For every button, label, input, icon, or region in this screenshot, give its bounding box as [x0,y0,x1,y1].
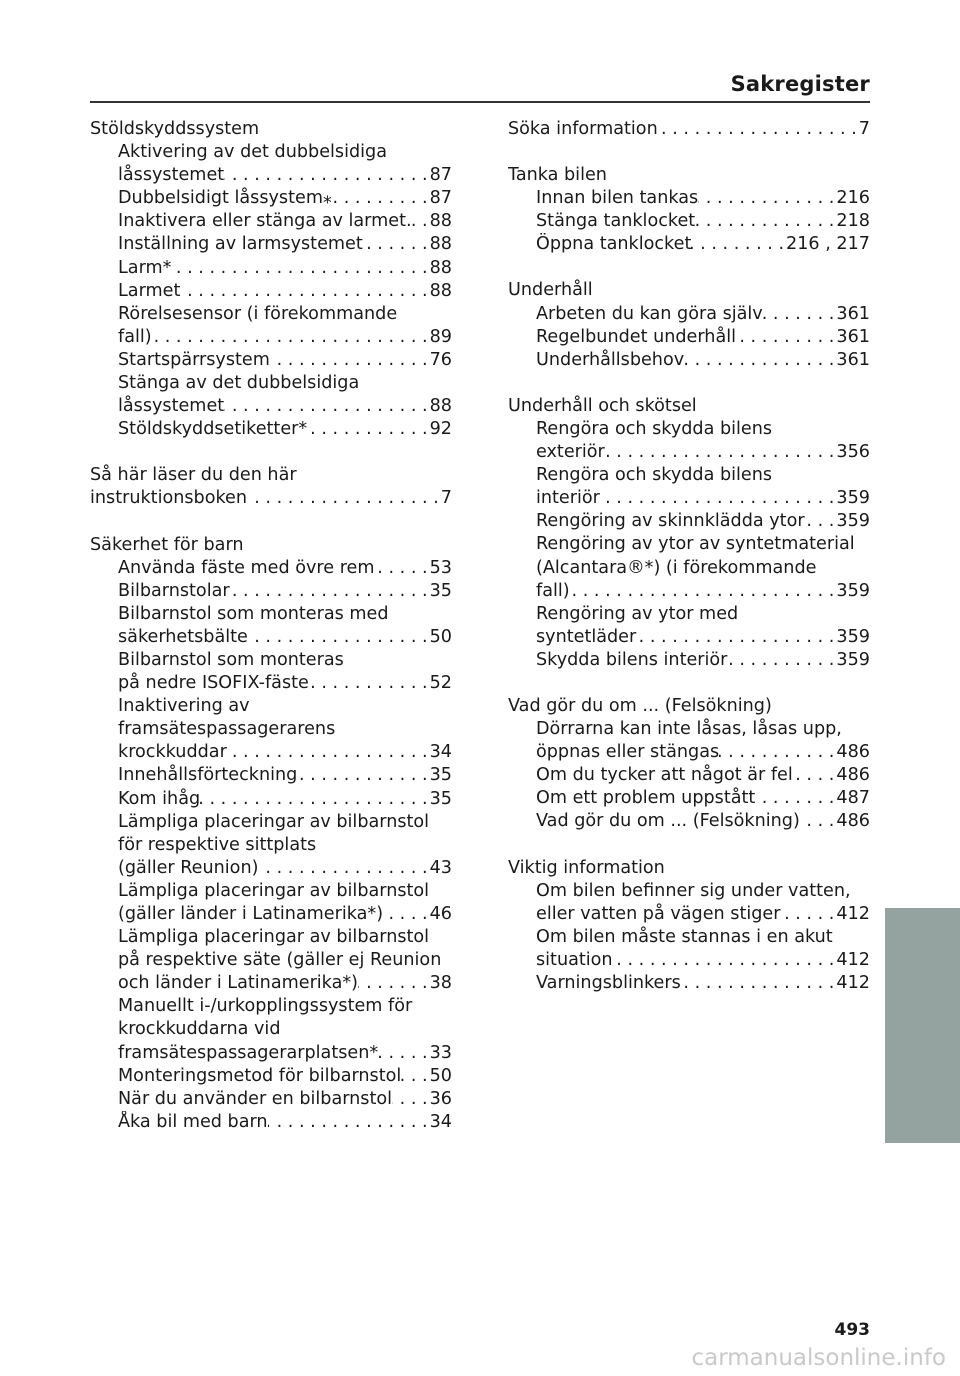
entry-text: instruktionsboken [90,488,248,509]
index-subentry: Lämpliga placeringar av bilbarnstol [118,880,430,901]
header-divider [90,101,870,103]
index-subentry [90,626,452,649]
page-reference: 34 [429,1111,452,1132]
entry-text: öppnas eller stängas [536,742,720,763]
index-subentry: Rengöring av ytor av syntetmaterial [536,534,855,555]
index-entry [508,395,870,672]
page-reference: 92 [429,419,452,440]
entry-text: framsätespassagerarplatsen* [118,1042,379,1063]
index-subentry [90,1088,452,1111]
index-subentry [90,857,452,880]
dot-leader [180,280,427,303]
index-subentry [508,764,870,787]
entry-text: Bilbarnstolar [118,580,230,601]
dot-leader [755,787,834,810]
dot-leader [270,349,428,372]
page-reference: 361 [836,303,870,324]
index-subentry [508,741,870,764]
index-subentry: Rengöring av ytor med [536,603,739,624]
page-reference: 216 [836,188,870,209]
entry-text: Kom ihåg [118,788,201,809]
index-subentry [508,949,870,972]
index-entry-heading: Underhåll och skötsel [508,395,697,416]
index-subentry [508,810,870,833]
index-subentry [90,1111,452,1134]
entry-text: Arbeten du kan göra själv [536,303,763,324]
page-reference: 50 [429,626,452,647]
index-subentry [90,1065,452,1088]
dot-leader [658,118,857,141]
dot-leader [248,626,428,649]
entry-text: syntetläder [536,626,637,647]
dot-leader [401,1065,427,1088]
index-subentry: Om bilen måste stannas i en akut [536,926,833,947]
entry-text: på nedre ISOFIX-fäste [118,673,309,694]
entry-text: Monteringsmetod för bilbarnstol [118,1065,402,1086]
index-subentry [90,580,452,603]
index-subentry [90,187,452,210]
index-subentry [90,557,452,580]
entry-text: låssystemet [118,165,225,186]
dot-leader [152,326,428,349]
dot-leader [695,210,834,233]
dot-leader [230,580,428,603]
index-subentry [508,649,870,672]
index-entry [508,857,870,996]
dot-leader [570,580,835,603]
dot-leader [224,395,427,418]
watermark-text: carmanualsonline.info [691,1345,946,1371]
index-subentry [508,510,870,533]
page-reference: 35 [429,765,452,786]
page-reference: 359 [836,580,870,601]
index-subentry [90,395,452,418]
index-subentry [508,187,870,210]
entry-text: Regelbundet underhåll [536,326,737,347]
dot-leader [780,903,834,926]
entry-text: Åka bil med barn [118,1111,268,1132]
dot-leader [636,626,834,649]
index-entry-heading [508,118,870,141]
page-number: 493 [834,1320,870,1340]
index-subentry [508,580,870,603]
dot-leader [363,233,428,256]
index-subentry [90,326,452,349]
dot-leader [698,187,834,210]
index-subentry [508,487,870,510]
dot-leader [691,233,784,256]
index-entry-heading: Viktig information [508,857,665,878]
entry-text: Innehållsförteckning [118,765,298,786]
dot-leader [763,303,835,326]
index-subentry [90,741,452,764]
page-reference: 486 [836,811,870,832]
page-reference: 361 [836,326,870,347]
page-reference: 359 [836,511,870,532]
index-subentry: Bilbarnstol som monteras [118,649,344,670]
page-header-title: Sakregister [730,72,870,96]
entry-text: interiör [536,488,600,509]
page-reference: 486 [836,742,870,763]
page-reference: 50 [429,1065,452,1086]
entry-text: Om du tycker att något är fel [536,765,793,786]
entry-text: Öppna tanklocket [536,234,692,255]
entry-text: Använda fäste med övre rem [118,557,375,578]
page-reference: 87 [429,188,452,209]
page-reference: 359 [836,626,870,647]
dot-leader [358,972,428,995]
page-reference: 412 [836,903,870,924]
entry-text: och länder i Latinamerika*) [118,973,359,994]
page-reference: 361 [836,349,870,370]
index-subentry [508,233,870,256]
index-subentry [508,903,870,926]
page-reference: 88 [429,257,452,278]
index-subentry [90,672,452,695]
index-subentry: på respektive säte (gäller ej Reunion [118,950,442,971]
page-reference: 88 [429,211,452,232]
index-subentry: Dörrarna kan inte låsas, låsas upp, [536,719,842,740]
entry-text: (gäller länder i Latinamerika*) [118,904,384,924]
index-subentry: (Alcantara®*) (i förekommande [536,557,817,578]
index-subentry [508,626,870,649]
index-subentry [90,164,452,187]
dot-leader [613,949,835,972]
index-entry-heading: Tanka bilen [508,165,607,186]
index-subentry: Aktivering av det dubbelsidiga [118,142,387,163]
index-subentry: Om bilen befinner sig under vatten, [536,880,851,901]
entry-text: (gäller Reunion) [118,857,259,878]
dot-leader [605,441,835,464]
entry-text: Söka information [508,119,658,139]
entry-text: Innan bilen tankas [536,188,699,209]
dot-leader [681,972,835,995]
page-reference: 34 [429,742,452,763]
index-entry-heading [90,487,452,510]
index-subentry [508,441,870,464]
page-reference: 36 [429,1088,452,1109]
dot-leader [600,487,835,510]
dot-leader [727,649,834,672]
index-subentry [90,972,452,995]
dot-leader [736,326,834,349]
page-reference: 7 [440,488,452,509]
index-subentry [508,326,870,349]
page-reference: 216 , 217 [786,234,870,255]
index-subentry [90,280,452,303]
dot-leader [258,857,427,880]
page-reference: 76 [429,349,452,370]
page-reference: 43 [429,857,452,878]
dot-leader [719,741,834,764]
index-subentry: för respektive sittplats [118,834,317,855]
index-subentry [90,349,452,372]
index-subentry [508,972,870,995]
page-reference: 412 [836,973,870,993]
entry-text: Dubbelsidigt låssystem⁎ [118,188,332,209]
page-reference: 87 [429,165,452,186]
page-reference: 412 [836,949,870,970]
index-subentry: Rengöra och skydda bilens [536,418,773,439]
index-subentry: framsätespassagerarens [118,719,336,740]
dot-leader [412,210,428,233]
dot-leader [332,187,428,210]
entry-text: Vad gör du om ... (Felsökning) [536,811,800,832]
page-reference: 53 [429,557,452,578]
dot-leader [383,903,428,926]
dot-leader [247,487,439,510]
index-column-right [508,118,870,1018]
dot-leader [375,557,428,580]
index-subentry: Manuellt i-/urkopplingssystem för [118,996,413,1017]
index-subentry [508,787,870,810]
index-subentry [508,349,870,372]
index-entry [508,279,870,371]
entry-text: Skydda bilens interiör [536,649,728,670]
index-entry [90,118,452,441]
index-subentry: Bilbarnstol som monteras med [118,603,389,624]
entry-text: säkerhetsbälte [118,626,248,647]
index-entry [508,695,870,834]
dot-leader [805,510,835,533]
page-reference: 88 [429,280,452,301]
index-entry-heading: Underhåll [508,280,593,301]
entry-text: Inställning av larmsystemet [118,234,363,255]
page-reference: 52 [429,673,452,694]
entry-text: fall) [536,580,570,601]
index-entry-heading: Säkerhet för barn [90,534,244,555]
index-entry [90,464,452,510]
dot-leader [378,1042,427,1065]
page-reference: 218 [836,211,870,232]
entry-text: fall) [118,326,152,347]
page-reference: 487 [836,788,870,809]
index-entry-heading: Stöldskyddssystem [90,119,260,139]
dot-leader [307,418,427,441]
page-reference: 38 [429,973,452,994]
index-subentry [90,1042,452,1065]
entry-text: Varningsblinkers [536,973,681,993]
index-subentry [90,257,452,280]
index-entry [90,534,452,1134]
index-subentry [90,418,452,441]
entry-text: Om ett problem uppstått [536,788,756,809]
index-subentry: Inaktivering av [118,696,250,717]
index-subentry [90,210,452,233]
entry-text: exteriör [536,442,605,463]
entry-text: Larm* [118,257,172,278]
dot-leader [297,764,427,787]
entry-text: eller vatten på vägen stiger [536,903,781,924]
index-subentry [90,788,452,811]
entry-text: Inaktivera eller stänga av larmet. [118,211,412,232]
index-subentry [90,233,452,256]
entry-text: låssystemet [118,396,225,417]
index-subentry: Rengöra och skydda bilens [536,465,773,486]
page-reference: 35 [429,788,452,809]
index-subentry: Stänga av det dubbelsidiga [118,373,360,394]
section-side-tab [885,908,960,1143]
index-entry-heading: Vad gör du om ... (Felsökning) [508,695,772,716]
dot-leader [227,741,428,764]
index-entry [508,118,870,141]
index-column-left [90,118,452,1157]
entry-text: situation [536,949,613,970]
index-subentry [90,764,452,787]
dot-leader [224,164,427,187]
entry-text: Stänga tanklocket [536,211,696,232]
index-entry [508,164,870,256]
page-reference: 35 [429,580,452,601]
dot-leader [800,810,835,833]
index-subentry [508,210,870,233]
page-reference: 486 [836,765,870,786]
entry-text: Stöldskyddsetiketter* [118,419,308,440]
index-subentry: krockkuddarna vid [118,1019,281,1040]
entry-text: Underhållsbehov [536,349,685,370]
index-subentry: Rörelsesensor (i förekommande [118,303,398,324]
index-subentry: Lämpliga placeringar av bilbarnstol [118,811,430,832]
dot-leader [171,257,427,280]
index-entry-heading: Så här läser du den här [90,465,297,486]
index-subentry [508,303,870,326]
entry-text: Rengöring av skinnklädda ytor [536,511,805,532]
dot-leader [793,764,835,787]
entry-text: Larmet [118,280,181,301]
index-subentry [90,903,452,926]
dot-leader [200,788,427,811]
dot-leader [268,1111,428,1134]
dot-leader [392,1088,428,1111]
page-reference: 359 [836,488,870,509]
entry-text: krockkuddar [118,742,227,763]
dot-leader [309,672,428,695]
page-reference: 7 [858,119,870,139]
page-reference: 33 [429,1042,452,1063]
page-reference: 88 [429,396,452,417]
page-reference: 356 [836,442,870,463]
entry-text: Startspärrsystem [118,349,270,370]
index-subentry: Lämpliga placeringar av bilbarnstol [118,927,430,948]
page-reference: 88 [429,234,452,255]
dot-leader [684,349,834,372]
page-reference: 89 [429,326,452,347]
page-reference: 359 [836,649,870,670]
page-reference: 46 [429,904,452,924]
entry-text: När du använder en bilbarnstol [118,1088,393,1109]
